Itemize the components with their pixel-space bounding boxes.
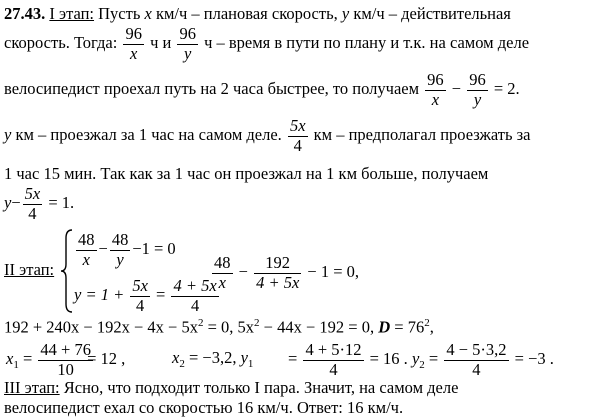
var: D bbox=[378, 317, 391, 337]
denominator: x bbox=[130, 43, 138, 63]
denominator: 4 bbox=[190, 295, 200, 315]
fraction bbox=[38, 342, 93, 378]
fraction bbox=[212, 255, 233, 291]
fraction bbox=[123, 26, 144, 62]
numerator: 48 bbox=[111, 230, 129, 249]
answer-line bbox=[4, 400, 403, 417]
text: y = 1 + bbox=[74, 284, 125, 304]
text: = 12 , bbox=[87, 348, 126, 368]
var: x bbox=[172, 348, 180, 367]
text: Пусть bbox=[98, 4, 141, 23]
roots-line: $x_1$ = $\frac{44 + 76}{10}$ = 12 , bbox=[6, 340, 126, 379]
numerator: 4 + 5·12 bbox=[305, 340, 362, 359]
text: , bbox=[429, 317, 434, 337]
numerator: 5x bbox=[24, 184, 41, 203]
text: велосипедист ехал со скоростью 16 км/ч. Ответ: 16 км/ч. bbox=[4, 398, 404, 417]
stage3-label: III этап: bbox=[4, 378, 60, 397]
var: y bbox=[240, 348, 248, 367]
numerator: 4 + 5x bbox=[173, 276, 217, 295]
fraction bbox=[303, 342, 363, 378]
denominator: y bbox=[184, 43, 192, 63]
substituted-eq bbox=[210, 255, 359, 291]
line-5 bbox=[4, 166, 488, 183]
fraction bbox=[467, 72, 488, 108]
numerator: 96 bbox=[469, 70, 486, 89]
text: км/ч – плановая скорость, bbox=[155, 4, 338, 23]
text: ч и bbox=[150, 32, 172, 52]
subscript: 1 bbox=[247, 358, 254, 370]
text: = 0, 5x bbox=[207, 317, 255, 337]
stage1-label: I этап: bbox=[49, 4, 95, 23]
text: км – предполагал проезжать за bbox=[313, 124, 531, 144]
text: = −3 . bbox=[514, 348, 554, 368]
line-4 bbox=[4, 118, 530, 154]
text: Ясно, что подходит только I пара. Значит, на самом деле bbox=[63, 378, 459, 397]
root-y1: = $\frac{4 + 5\cdot 12}{4}$ = 16 . $y_2$ = $\frac{4 - 5\cdot 3,2}{4}$ = −3 . bbox=[288, 340, 554, 379]
text: = 16 . bbox=[369, 348, 408, 368]
subscript: 1 bbox=[13, 358, 19, 371]
denominator: 4 bbox=[329, 359, 338, 379]
stage2-label: II этап: bbox=[4, 260, 55, 279]
fraction bbox=[110, 232, 131, 268]
denominator: x bbox=[431, 89, 440, 109]
numerator: 96 bbox=[179, 24, 196, 43]
denominator: 4 bbox=[136, 295, 145, 315]
denominator: 4 bbox=[293, 135, 302, 155]
root-x2 bbox=[172, 348, 254, 370]
system-brace bbox=[60, 228, 74, 314]
system-eq2 bbox=[74, 278, 221, 314]
operator: − bbox=[98, 238, 108, 258]
line-6 bbox=[4, 186, 74, 222]
denominator: 4 bbox=[28, 203, 37, 223]
fraction bbox=[177, 26, 198, 62]
var: x bbox=[144, 4, 152, 23]
text: = 76 bbox=[394, 317, 425, 337]
text: −1 = 0 bbox=[132, 238, 176, 258]
numerator: 192 bbox=[254, 255, 301, 274]
operator: − bbox=[11, 192, 21, 212]
line-2 bbox=[4, 26, 529, 62]
subscript: 2 bbox=[179, 358, 185, 370]
denominator: x bbox=[82, 249, 90, 269]
var: x bbox=[6, 348, 14, 368]
denominator: y bbox=[473, 89, 482, 109]
text: = −3,2, bbox=[188, 348, 237, 367]
text: ч – время в пути по плану и т.к. на самом деле bbox=[204, 32, 530, 52]
text: км/ч – действительная bbox=[353, 4, 511, 23]
numerator: 4 − 5·3,2 bbox=[446, 340, 507, 359]
numerator: 96 bbox=[427, 70, 444, 89]
line-3 bbox=[4, 72, 520, 108]
numerator: 5x bbox=[289, 116, 306, 135]
fraction bbox=[254, 255, 301, 291]
fraction bbox=[130, 278, 150, 314]
text: = 1. bbox=[48, 192, 75, 212]
denominator: 4 bbox=[472, 359, 481, 379]
numerator: 5x bbox=[132, 276, 148, 295]
denominator: 10 bbox=[57, 359, 74, 379]
text: 1 час 15 мин. Так как за 1 час он проезжал на 1 км больше, получаем bbox=[4, 164, 489, 183]
exponent: 2 bbox=[197, 317, 204, 329]
stage3-line bbox=[4, 380, 458, 397]
fraction bbox=[288, 118, 308, 154]
var: y bbox=[411, 348, 420, 368]
numerator: 96 bbox=[125, 24, 142, 43]
exponent: 2 bbox=[254, 317, 260, 329]
text: велосипедист проехал путь на 2 часа быстрее, то получаем bbox=[4, 78, 420, 98]
text: км – проезжал за 1 час на самом деле. bbox=[15, 124, 282, 144]
var: y bbox=[4, 192, 12, 212]
text: 192 + 240x − 192x − 4x − 5x bbox=[4, 317, 198, 337]
fraction bbox=[76, 232, 97, 268]
fraction bbox=[23, 186, 43, 222]
denominator: 4 + 5x bbox=[256, 272, 300, 292]
var: y bbox=[4, 124, 12, 144]
problem-number: 27.43. bbox=[4, 4, 46, 23]
system-eq1 bbox=[74, 232, 176, 268]
text: скорость. Тогда: bbox=[4, 32, 118, 52]
text: − 44x − 192 = 0, bbox=[263, 317, 375, 337]
stage2-label-line bbox=[4, 262, 54, 279]
numerator: 48 bbox=[78, 230, 95, 249]
numerator: 48 bbox=[214, 253, 231, 272]
denominator: x bbox=[218, 272, 226, 292]
exponent: 2 bbox=[424, 317, 430, 329]
numerator: 44 + 76 bbox=[40, 340, 91, 359]
text: − 1 = 0, bbox=[307, 261, 360, 281]
quadratic-line bbox=[4, 318, 434, 336]
operator: − bbox=[451, 78, 462, 98]
fraction bbox=[444, 342, 508, 378]
denominator: y bbox=[116, 249, 124, 269]
subscript: 2 bbox=[419, 358, 425, 371]
text: = bbox=[156, 284, 166, 304]
operator: − bbox=[238, 261, 248, 281]
fraction bbox=[425, 72, 446, 108]
line-1 bbox=[4, 6, 511, 23]
text: = 2. bbox=[493, 78, 520, 98]
var: y bbox=[341, 4, 350, 23]
